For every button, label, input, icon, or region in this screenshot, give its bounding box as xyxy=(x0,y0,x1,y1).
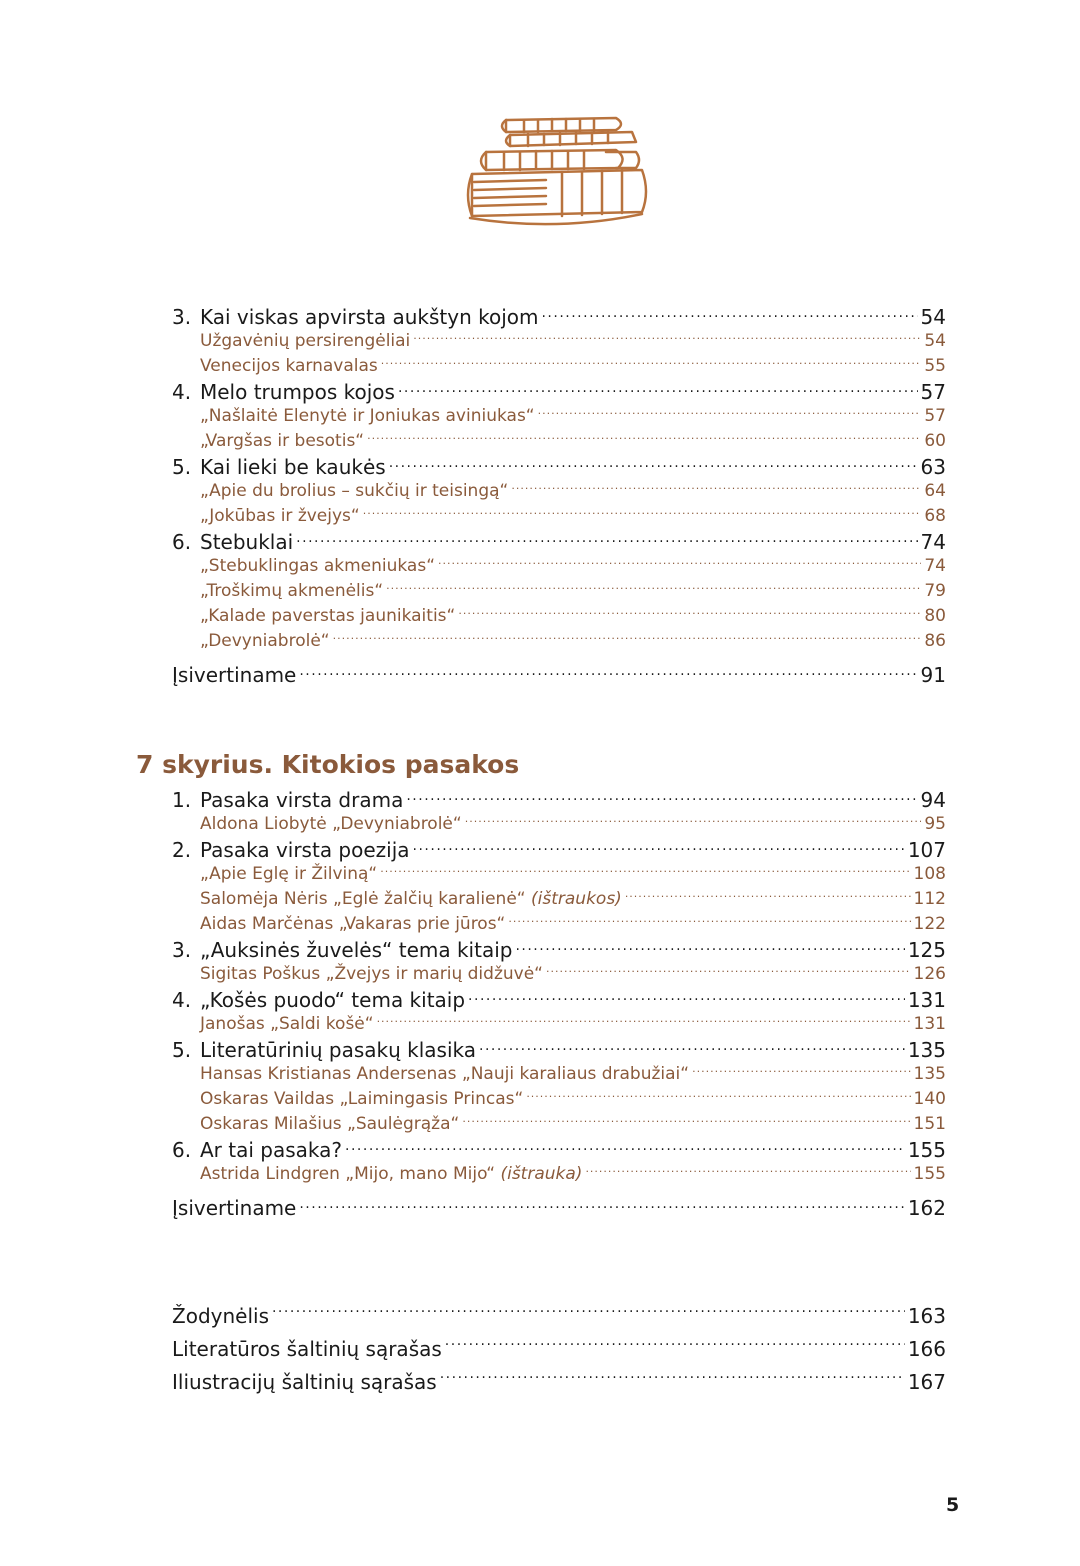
toc-subentry[interactable] xyxy=(172,354,946,379)
toc-chapter-group xyxy=(172,987,946,1037)
toc-subentry-title: Hansas Kristianas Andersenas „Nauji karaliaus drabužiai“ xyxy=(200,1064,690,1084)
toc-subentry-title: „Našlaitė Elenytė ir Joniukas aviniukas“ xyxy=(200,406,535,426)
dot-leader xyxy=(458,604,921,621)
toc-entry-title: Literatūrinių pasakų klasika xyxy=(200,1038,476,1062)
dot-leader xyxy=(367,429,921,446)
dot-leader xyxy=(479,1037,905,1057)
toc-entry-title: Žodynėlis xyxy=(172,1304,269,1328)
dot-leader xyxy=(692,1062,910,1079)
toc-subentry[interactable] xyxy=(172,1112,946,1137)
toc-subentry-title: „Vargšas ir besotis“ xyxy=(200,431,365,451)
dot-leader xyxy=(398,379,918,399)
toc-subentry-excerpt-note: (ištrauka) xyxy=(500,1164,583,1184)
toc-subentry[interactable] xyxy=(172,1062,946,1087)
toc-subentry-title xyxy=(200,1162,582,1187)
toc-entry-page: 107 xyxy=(907,838,946,862)
toc-subentry[interactable] xyxy=(172,962,946,987)
toc-entry-page: 94 xyxy=(920,788,946,812)
toc-subentry-title: Aidas Marčėnas „Vakaras prie jūros“ xyxy=(200,914,506,934)
dot-leader xyxy=(406,787,917,807)
toc-section-lower xyxy=(172,787,946,1220)
toc-subentry-page: 79 xyxy=(924,581,946,601)
toc-subentry-page: 68 xyxy=(924,506,946,526)
toc-entry-page: 155 xyxy=(907,1138,946,1162)
toc-entry-title: „Košės puodo“ tema kitaip xyxy=(200,988,466,1012)
dot-leader xyxy=(413,329,921,346)
dot-leader xyxy=(333,629,922,646)
toc-entry-page: 167 xyxy=(907,1370,946,1394)
toc-entry-title: Įsivertiname xyxy=(172,663,297,687)
dot-leader xyxy=(381,354,922,371)
toc-chapter-group xyxy=(172,1137,946,1187)
chapter-heading: 7 skyrius. Kitokios pasakos xyxy=(136,750,520,779)
toc-entry-title: Melo trumpos kojos xyxy=(200,380,395,404)
toc-entry-page: 163 xyxy=(907,1304,946,1328)
toc-subentry-page: 140 xyxy=(913,1089,946,1109)
toc-entry-self-assessment[interactable] xyxy=(172,1195,946,1220)
dot-leader xyxy=(363,504,922,521)
toc-subentry-title: Sigitas Poškus „Žvejys ir marių didžuvė“ xyxy=(200,964,543,984)
dot-leader xyxy=(386,579,921,596)
page-number: 5 xyxy=(946,1494,960,1516)
toc-subentry[interactable] xyxy=(172,887,946,912)
toc-subentry[interactable] xyxy=(172,554,946,579)
toc-section-upper xyxy=(172,304,946,687)
toc-chapter-group xyxy=(172,937,946,987)
toc-subentry-title: Oskaras Milašius „Saulėgrąža“ xyxy=(200,1114,460,1134)
dot-leader xyxy=(272,1303,905,1323)
toc-entry-page: 57 xyxy=(920,380,946,404)
toc-entry[interactable] xyxy=(172,529,946,554)
toc-subentry[interactable] xyxy=(172,862,946,887)
toc-subentry-title: „Devyniabrolė“ xyxy=(200,631,330,651)
toc-entry-page: 162 xyxy=(907,1196,946,1220)
dot-leader xyxy=(546,962,911,979)
toc-entry-number: 5. xyxy=(172,1038,192,1062)
toc-entry-title: Kai lieki be kaukės xyxy=(200,455,386,479)
dot-leader xyxy=(541,304,917,324)
toc-subentry[interactable] xyxy=(172,604,946,629)
toc-subentry-page: 108 xyxy=(913,864,946,884)
toc-entry-page: 131 xyxy=(907,988,946,1012)
toc-entry-title: Pasaka virsta poezija xyxy=(200,838,410,862)
dot-leader xyxy=(526,1087,910,1104)
toc-entry-self-assessment[interactable] xyxy=(172,662,946,687)
dot-leader xyxy=(438,554,921,571)
toc-subentry[interactable] xyxy=(172,479,946,504)
dot-leader xyxy=(462,1112,910,1129)
toc-subentry-title: „Apie Eglę ir Žilviną“ xyxy=(200,864,378,884)
toc-entry-title: „Auksinės žuvelės“ tema kitaip xyxy=(200,938,513,962)
toc-entry-page: 125 xyxy=(907,938,946,962)
toc-subentry-title: Venecijos karnavalas xyxy=(200,356,378,376)
toc-subentry-title-text: Astrida Lindgren „Mijo, mano Mijo“ xyxy=(200,1164,496,1184)
dot-leader xyxy=(538,404,922,421)
toc-subentry[interactable] xyxy=(172,1162,946,1187)
toc-subentry-title: „Stebuklingas akmeniukas“ xyxy=(200,556,436,576)
toc-chapter-group xyxy=(172,529,946,654)
toc-entry-number: 6. xyxy=(172,530,192,554)
dot-leader xyxy=(625,887,911,904)
toc-appendix xyxy=(172,1300,946,1399)
toc-entry-number: 3. xyxy=(172,305,192,329)
toc-entry-title: Ar tai pasaka? xyxy=(200,1138,343,1162)
toc-subentry[interactable] xyxy=(172,629,946,654)
toc-chapter-group xyxy=(172,454,946,529)
toc-subentry-page: 151 xyxy=(913,1114,946,1134)
toc-chapter-group xyxy=(172,304,946,379)
toc-entry-number: 2. xyxy=(172,838,192,862)
toc-entry-page: 91 xyxy=(920,663,946,687)
toc-entry-title: Kai viskas apvirsta aukštyn kojom xyxy=(200,305,539,329)
toc-chapter-group xyxy=(172,1037,946,1137)
toc-entry-page: 74 xyxy=(920,530,946,554)
toc-entry[interactable] xyxy=(172,987,946,1012)
toc-subentry-page: 57 xyxy=(924,406,946,426)
toc-entry-title: Literatūros šaltinių sąrašas xyxy=(172,1337,442,1361)
dot-leader xyxy=(465,812,922,829)
dot-leader xyxy=(380,862,910,879)
dot-leader xyxy=(377,1012,911,1029)
toc-entry-title: Pasaka virsta drama xyxy=(200,788,404,812)
toc-subentry[interactable] xyxy=(172,1087,946,1112)
toc-entry-number: 5. xyxy=(172,455,192,479)
toc-entry-page: 135 xyxy=(907,1038,946,1062)
toc-subentry[interactable] xyxy=(172,404,946,429)
toc-subentry-page: 112 xyxy=(913,889,946,909)
toc-entry-number: 4. xyxy=(172,988,192,1012)
toc-subentry-title: Aldona Liobytė „Devyniabrolė“ xyxy=(200,814,462,834)
toc-entry[interactable] xyxy=(172,787,946,812)
dot-leader xyxy=(585,1162,910,1179)
toc-entry[interactable] xyxy=(172,379,946,404)
toc-entry-number: 3. xyxy=(172,938,192,962)
toc-entry-number: 6. xyxy=(172,1138,192,1162)
dot-leader xyxy=(515,937,904,957)
stacked-books-icon xyxy=(466,112,648,234)
toc-entry-title: Iliustracijų šaltinių sąrašas xyxy=(172,1370,437,1394)
toc-subentry-page: 122 xyxy=(913,914,946,934)
toc-subentry-excerpt-note: (ištraukos) xyxy=(531,889,622,909)
toc-entry-illustration-sources[interactable] xyxy=(172,1366,946,1399)
toc-subentry-page: 80 xyxy=(924,606,946,626)
toc-chapter-group xyxy=(172,379,946,454)
toc-subentry-title: „Jokūbas ir žvejys“ xyxy=(200,506,360,526)
toc-entry-page: 166 xyxy=(907,1337,946,1361)
toc-subentry-title: „Kalade paverstas jaunikaitis“ xyxy=(200,606,456,626)
dot-leader xyxy=(413,837,905,857)
toc-entry-literature-sources[interactable] xyxy=(172,1333,946,1366)
toc-entry[interactable] xyxy=(172,304,946,329)
toc-subentry-page: 131 xyxy=(913,1014,946,1034)
toc-subentry-page: 95 xyxy=(924,814,946,834)
toc-subentry-title: „Apie du brolius – sukčių ir teisingą“ xyxy=(200,481,509,501)
dot-leader xyxy=(299,662,917,682)
toc-subentry-page: 60 xyxy=(924,431,946,451)
toc-subentry[interactable] xyxy=(172,579,946,604)
toc-subentry[interactable] xyxy=(172,912,946,937)
dot-leader xyxy=(345,1137,905,1157)
dot-leader xyxy=(389,454,918,474)
toc-entry-glossary[interactable] xyxy=(172,1300,946,1333)
toc-subentry-title: Oskaras Vaildas „Laimingasis Princas“ xyxy=(200,1089,524,1109)
toc-subentry-page: 64 xyxy=(924,481,946,501)
dot-leader xyxy=(445,1336,905,1356)
toc-entry-number: 4. xyxy=(172,380,192,404)
toc-entry[interactable] xyxy=(172,837,946,862)
toc-subentry-page: 54 xyxy=(924,331,946,351)
toc-subentry[interactable] xyxy=(172,429,946,454)
toc-subentry-title xyxy=(200,887,622,912)
toc-subentry-title: Užgavėnių persirengėliai xyxy=(200,331,411,351)
dot-leader xyxy=(299,1195,904,1215)
dot-leader xyxy=(440,1369,905,1389)
toc-subentry[interactable] xyxy=(172,1012,946,1037)
toc-chapter-group xyxy=(172,787,946,837)
toc-subentry-title: Janošas „Saldi košė“ xyxy=(200,1014,374,1034)
toc-entry-title: Įsivertiname xyxy=(172,1196,297,1220)
toc-entry[interactable] xyxy=(172,1137,946,1162)
dot-leader xyxy=(508,912,910,929)
toc-entry[interactable] xyxy=(172,937,946,962)
toc-entry-number: 1. xyxy=(172,788,192,812)
dot-leader xyxy=(296,529,917,549)
toc-entry-title: Stebuklai xyxy=(200,530,294,554)
dot-leader xyxy=(511,479,921,496)
toc-subentry-page: 135 xyxy=(913,1064,946,1084)
toc-subentry-page: 86 xyxy=(924,631,946,651)
toc-subentry-title-text: Salomėja Nėris „Eglė žalčių karalienė“ xyxy=(200,889,526,909)
toc-subentry-page: 155 xyxy=(913,1164,946,1184)
toc-subentry[interactable] xyxy=(172,504,946,529)
toc-entry-page: 63 xyxy=(920,455,946,479)
toc-subentry-page: 126 xyxy=(913,964,946,984)
toc-subentry-page: 55 xyxy=(924,356,946,376)
toc-subentry-title: „Troškimų akmenėlis“ xyxy=(200,581,384,601)
toc-subentry[interactable] xyxy=(172,812,946,837)
toc-entry[interactable] xyxy=(172,1037,946,1062)
dot-leader xyxy=(468,987,905,1007)
toc-subentry[interactable] xyxy=(172,329,946,354)
toc-entry[interactable] xyxy=(172,454,946,479)
toc-chapter-group xyxy=(172,837,946,937)
toc-subentry-page: 74 xyxy=(924,556,946,576)
toc-entry-page: 54 xyxy=(920,305,946,329)
